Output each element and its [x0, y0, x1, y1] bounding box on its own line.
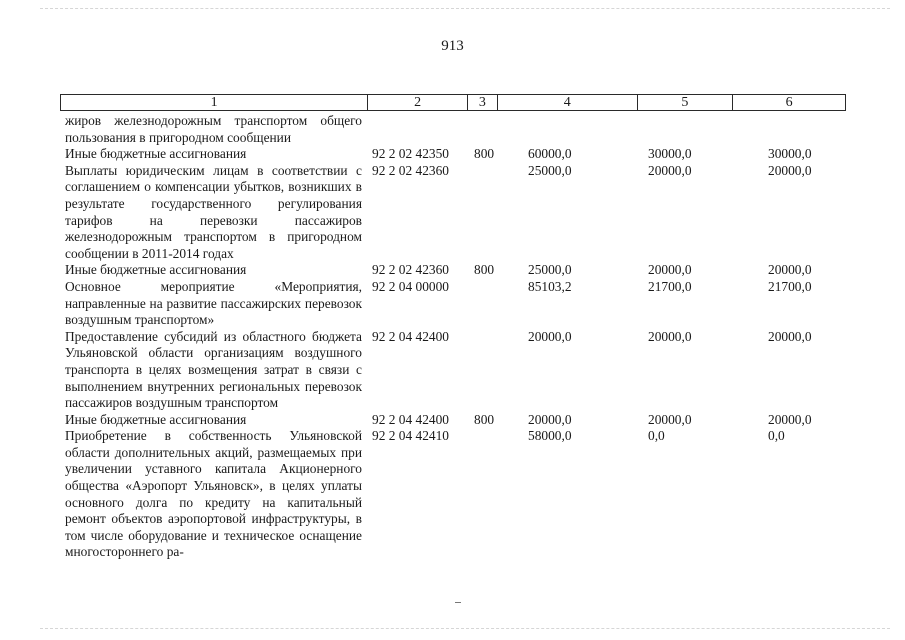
row-description: Предоставление субсидий из областного бюджета Ульяновской области организациям воздушного транспорта в целях возмещения затрат в связи с выполнением внутренних региональных перевозок пассажиров воздушным транспортом: [65, 328, 362, 411]
row-description: Иные бюджетные ассигнования: [65, 262, 247, 278]
header-col-4: 4: [498, 95, 638, 110]
table-body: [0, 113, 905, 561]
row-amount-col5: 20000,0: [648, 162, 692, 178]
row-expense-type: 800: [474, 411, 495, 427]
row-amount-col6: 20000,0: [768, 262, 812, 278]
row-description: Основное мероприятие «Мероприятия, направленные на развитие пассажирских перевозок воздушным транспортом»: [65, 278, 362, 328]
table-row: [0, 146, 905, 163]
table-row: [0, 113, 905, 146]
header-col-5: 5: [638, 95, 734, 110]
row-description: жиров железнодорожным транспортом общего пользования в пригородном сообщении: [65, 113, 362, 145]
table-row: [0, 329, 905, 412]
table-row: [0, 163, 905, 263]
row-amount-col4: 25000,0: [528, 262, 572, 278]
row-amount-col6: 20000,0: [768, 411, 812, 427]
row-amount-col6: 30000,0: [768, 146, 812, 162]
row-amount-col5: 20000,0: [648, 328, 692, 344]
row-amount-col6: 0,0: [768, 428, 785, 444]
header-col-2: 2: [368, 95, 468, 110]
row-amount-col5: 30000,0: [648, 146, 692, 162]
row-amount-col4: 25000,0: [528, 162, 572, 178]
row-target-code: 92 2 04 42400: [372, 328, 449, 344]
scan-edge-bottom: [40, 628, 890, 629]
row-target-code: 92 2 04 00000: [372, 278, 449, 294]
scan-speck: [455, 602, 461, 603]
row-amount-col5: 20000,0: [648, 411, 692, 427]
header-col-3: 3: [468, 95, 498, 110]
table-header: [60, 94, 846, 111]
row-target-code: 92 2 04 42410: [372, 428, 449, 444]
row-amount-col4: 85103,2: [528, 278, 572, 294]
row-amount-col5: 0,0: [648, 428, 665, 444]
row-amount-col5: 21700,0: [648, 278, 692, 294]
table-row: [0, 428, 905, 561]
row-description: Приобретение в собственность Ульяновской области дополнительных акций, размещаемых при увеличении уставного капитала Акционерного общества «Аэропорт Ульяновск», в целях уплаты основного долга по кредиту на капитальный ремонт объектов аэропортовой инфраструктуры, в том числе оборудование и техническое оснащение многостороннего ра-: [65, 428, 362, 560]
header-col-6: 6: [785, 95, 793, 110]
row-description: Иные бюджетные ассигнования: [65, 146, 247, 162]
row-amount-col5: 20000,0: [648, 262, 692, 278]
row-amount-col6: 20000,0: [768, 162, 812, 178]
row-amount-col4: 20000,0: [528, 328, 572, 344]
table-row: [0, 279, 905, 329]
row-description: Иные бюджетные ассигнования: [65, 411, 247, 427]
row-description: Выплаты юридическим лицам в соответствии с соглашением о компенсации убытков, возникших в результате государственного регулирования тарифов на перевозки пассажиров железнодорожным транспортом в пригородном сообщении в 2011-2014 годах: [65, 162, 362, 261]
row-expense-type: 800: [474, 146, 495, 162]
row-amount-col4: 60000,0: [528, 146, 572, 162]
row-target-code: 92 2 02 42360: [372, 162, 449, 178]
table-row: [0, 412, 905, 429]
row-amount-col6: 20000,0: [768, 328, 812, 344]
row-target-code: 92 2 04 42400: [372, 411, 449, 427]
row-amount-col4: 58000,0: [528, 428, 572, 444]
header-col-1: 1: [61, 95, 368, 110]
row-target-code: 92 2 02 42350: [372, 146, 449, 162]
row-target-code: 92 2 02 42360: [372, 262, 449, 278]
scan-edge-top: [40, 8, 890, 9]
table-row: [0, 262, 905, 279]
row-amount-col6: 21700,0: [768, 278, 812, 294]
page-number: 913: [441, 38, 464, 54]
row-amount-col4: 20000,0: [528, 411, 572, 427]
row-expense-type: 800: [474, 262, 495, 278]
